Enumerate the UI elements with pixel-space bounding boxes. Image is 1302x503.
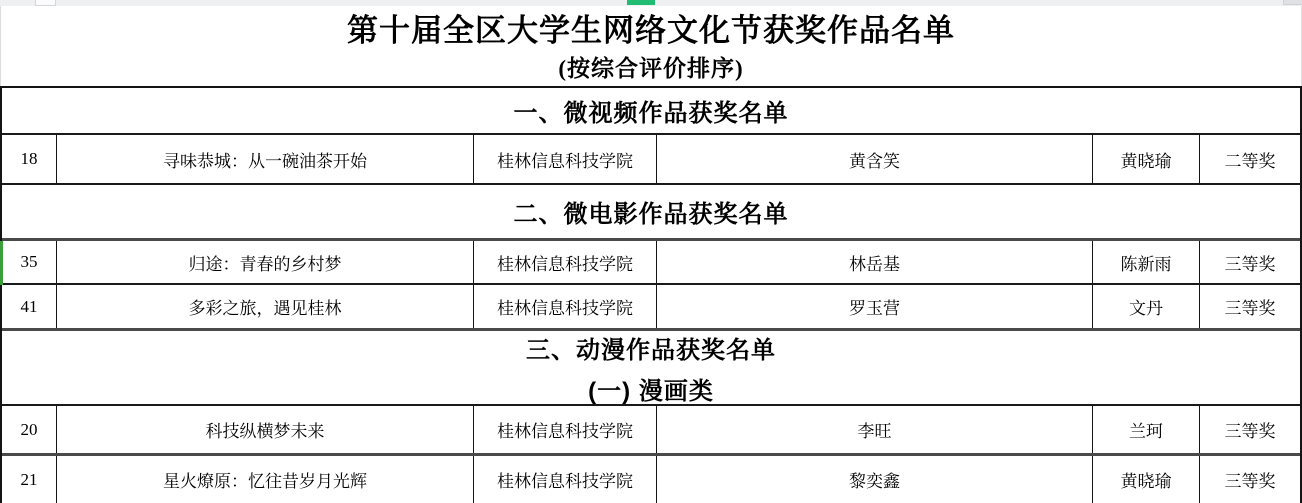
cell-award: 三等奖 bbox=[1224, 422, 1276, 441]
cell-school: 桂林信息科技学院 bbox=[474, 406, 657, 453]
section-title: 二、微电影作品获奖名单 bbox=[513, 201, 789, 228]
cell-school: 桂林信息科技学院 bbox=[474, 456, 657, 503]
cell-advisor: 黄晓瑜 bbox=[1093, 135, 1200, 183]
cell-advisor: 陈新雨 bbox=[1093, 241, 1200, 283]
cell-school: 桂林信息科技学院 bbox=[474, 241, 657, 283]
cell-no: 41 bbox=[2, 285, 57, 328]
cell-school: 桂林信息科技学院 bbox=[474, 285, 657, 328]
cell-work-title: 寻味恭城：从一碗油茶开始 bbox=[57, 135, 474, 183]
section-header-micro-video bbox=[2, 88, 1300, 135]
cell-author: 林岳基 bbox=[657, 241, 1093, 283]
cell-no: 20 bbox=[2, 406, 57, 453]
cell-award: 三等奖 bbox=[1224, 254, 1276, 274]
cell-author: 罗玉营 bbox=[657, 285, 1093, 328]
section-subtitle: (一) 漫画类 bbox=[588, 377, 714, 405]
cell-author: 黎奕鑫 bbox=[657, 456, 1093, 503]
cell-award: 三等奖 bbox=[1224, 472, 1276, 491]
section-title: 三、动漫作品获奖名单 bbox=[526, 336, 776, 364]
document-subtitle: (按综合评价排序) bbox=[558, 56, 744, 81]
section-header-micro-film bbox=[2, 185, 1300, 241]
document-header bbox=[0, 6, 1302, 86]
cell-work-title: 多彩之旅，遇见桂林 bbox=[57, 285, 474, 328]
row-selection-green-indicator bbox=[0, 241, 3, 285]
table-row[interactable] bbox=[2, 285, 1300, 331]
cell-author: 黄含笑 bbox=[657, 135, 1093, 183]
cell-work-title: 归途：青春的乡村梦 bbox=[57, 241, 474, 283]
tab-edge-right[interactable] bbox=[1283, 0, 1302, 5]
active-tab-indicator[interactable] bbox=[627, 0, 655, 5]
table-row[interactable] bbox=[2, 135, 1300, 185]
cell-school: 桂林信息科技学院 bbox=[474, 135, 657, 183]
awards-table bbox=[0, 86, 1302, 503]
cell-advisor: 黄晓瑜 bbox=[1093, 456, 1200, 503]
cell-work-title: 星火燎原：忆往昔岁月光辉 bbox=[57, 456, 474, 503]
table-row-selected[interactable] bbox=[2, 241, 1300, 285]
cell-no: 35 bbox=[2, 241, 57, 283]
cell-no: 18 bbox=[2, 135, 57, 183]
cell-award: 三等奖 bbox=[1224, 299, 1276, 318]
cell-advisor: 兰珂 bbox=[1093, 406, 1200, 453]
table-row[interactable] bbox=[2, 456, 1300, 503]
cell-award: 二等奖 bbox=[1224, 151, 1276, 171]
cell-work-title: 科技纵横梦未来 bbox=[57, 406, 474, 453]
table-row[interactable] bbox=[2, 406, 1300, 456]
section-title: 一、微视频作品获奖名单 bbox=[513, 100, 789, 127]
cell-advisor: 文丹 bbox=[1093, 285, 1200, 328]
section-header-animation bbox=[2, 331, 1300, 406]
cell-no: 21 bbox=[2, 456, 57, 503]
document-title: 第十届全区大学生网络文化节获奖作品名单 bbox=[347, 13, 955, 48]
cell-author: 李旺 bbox=[657, 406, 1093, 453]
